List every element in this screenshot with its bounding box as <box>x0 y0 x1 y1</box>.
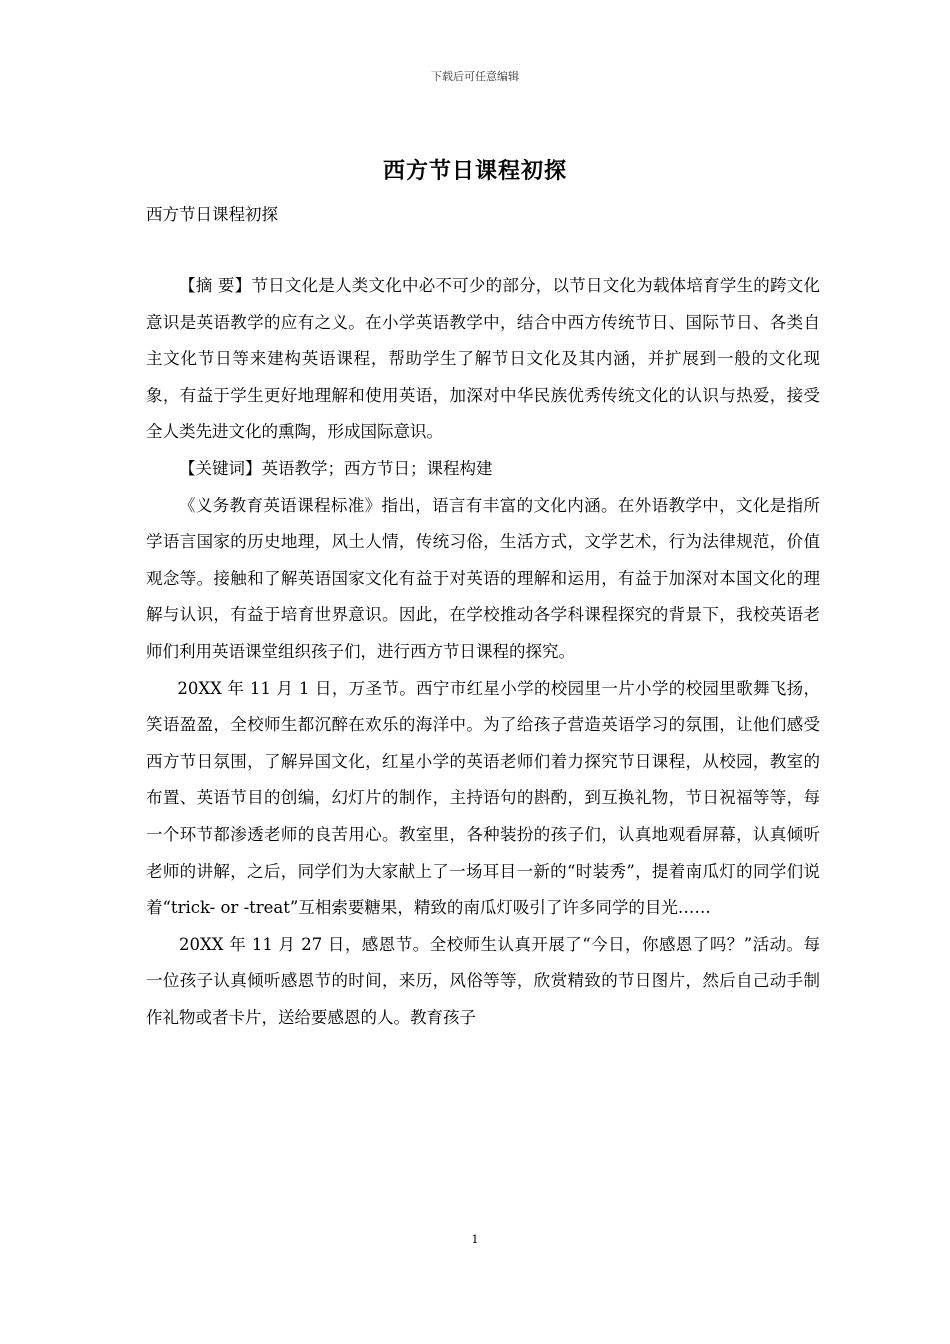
body-paragraph: 《义务教育英语课程标准》指出，语言有丰富的文化内涵。在外语教学中，文化是指所学语言国家的历史地理，风土人情，传统习俗，生活方式，文学艺术，行为法律规范，价值观念等。接触和了解英语国家文化有益于对英语的理解和运用，有益于加深对本国文化的理解与认识，有益于培育世界意识。因此，在学校推动各学科课程探究的背景下，我校英语老师们利用英语课堂组织孩子们，进行西方节日课程的探究。 <box>146 495 820 661</box>
document-body <box>146 268 820 1036</box>
header-note: 下载后可任意编辑 <box>431 70 519 83</box>
document-title: 西方节日课程初探 <box>382 158 567 184</box>
body-paragraph: 20XX 年 11 月 27 日，感恩节。全校师生认真开展了“今日，你感恩了吗？”活动。每一位孩子认真倾听感恩节的时间，来历，风俗等等，欣赏精致的节日图片，然后自己动手制作礼物或者卡片，送给要感恩的人。教育孩子 <box>146 934 820 1027</box>
body-paragraph: 20XX 年 11 月 1 日，万圣节。西宁市红星小学的校园里一片小学的校园里歌舞飞扬，笑语盈盈，全校师生都沉醉在欢乐的海洋中。为了给孩子营造英语学习的氛围，让他们感受西方节日氛围，了解异国文化，红星小学的英语老师们着力探究节日课程，从校园，教室的布置、英语节目的创编，幻灯片的制作，主持语句的斟酌，到互换礼物，节日祝福等等，每一个环节都渗透老师的良苦用心。教室里，各种装扮的孩子们，认真地观看屏幕，认真倾听老师的讲解，之后，同学们为大家献上了一场耳目一新的“时装秀”，提着南瓜灯的同学们说着“trick- or -treat”互相索要糖果，精致的南瓜灯吸引了许多同学的目光…… <box>146 678 820 918</box>
page-number: 1 <box>471 1233 479 1246</box>
keywords-paragraph: 【关键词】英语教学；西方节日；课程构建 <box>179 458 493 478</box>
document-subtitle: 西方节日课程初探 <box>146 205 278 224</box>
abstract-paragraph: 【摘 要】节日文化是人类文化中必不可少的部分，以节日文化为载体培育学生的跨文化意识是英语教学的应有之义。在小学英语教学中，结合中西方传统节日、国际节日、各类自主文化节日等来建构英语课程，帮助学生了解节日文化及其内涵，并扩展到一般的文化现象，有益于学生更好地理解和使用英语，加深对中华民族优秀传统文化的认识与热爱，接受全人类先进文化的熏陶，形成国际意识。 <box>146 276 820 442</box>
